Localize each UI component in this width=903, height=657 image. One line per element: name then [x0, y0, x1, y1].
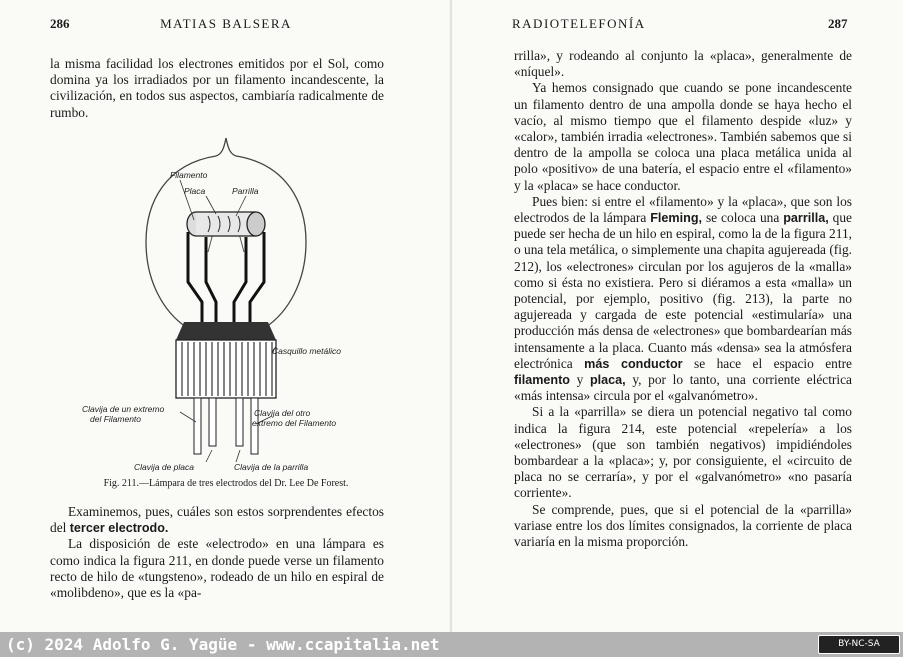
- right-page-number: 287: [828, 16, 848, 31]
- label-clavija-parrilla: Clavija de la parrilla: [234, 462, 309, 472]
- copyright-credit: (c) 2024 Adolfo G. Yagüe - www.ccapitalia.net: [6, 635, 440, 654]
- right-paragraph-5: Se comprende, pues, que si el potencial de la «parrilla» variase entre los dos límites consignados, la corriente de placa variaría en la misma proporción.: [514, 501, 852, 550]
- label-casquillo-metalico: Casquillo metálico: [272, 346, 341, 356]
- label-clavija-placa: Clavija de placa: [134, 462, 195, 472]
- vacuum-tube-figure: [76, 132, 376, 478]
- left-paragraph-3: La disposición de este «electrodo» en una lámpara es como indica la figura 211, en donde puede verse un filamento recto de hilo de «tungsteno», rodeado de un hilo en espiral de «molibdeno», que es la «pa-: [50, 536, 384, 601]
- right-paragraph-3: Pues bien: si entre el «filamento» y la «placa», que son los electrodos de la lámpara Fleming, se coloca una parrilla, que puede ser hecha de un hilo en espiral, como la de la figura 211, o una tela metálica, o simplemente una chapita agujereada (fig. 212), los «electrones» circulan por los agujeros de la «malla» como si ésta no existiera. Pero si diéramos a esta «malla» un potencial, por ejemplo, positivo (fig. 213), la parte no agujereada y cargada de este potencial «estimularía» una producción más densa de «electrones» que bombardearían más intensamente a la placa. Cuanto más «densa» sea la atmósfera electrónica más conductor se hace el espacio entre filamento y placa, y, por lo tanto, una corriente eléctrica «más intensa» circula por el «galvanómetro».: [514, 193, 853, 404]
- left-paragraph-1: la misma facilidad los electrones emitidos por el Sol, como domina ya los irradiados por un filamento incandescente, la civilización, en todos sus aspectos, cambiaría radicalmente de rumbo.: [50, 56, 384, 120]
- left-running-header: MATIAS BALSERA: [160, 16, 292, 31]
- label-clavija-filamento-2b: extremo del Filamento: [252, 418, 337, 428]
- right-paragraph-2: Ya hemos consignado que cuando se pone incandescente un filamento dentro de una ampolla donde se haya hecho el vacío, al mismo tiempo que el filamento despide «luz» y «calor», también irradia «electrones». También sabemos que si dentro de la ampolla se coloca una placa metálica unida al polo «positivo» de una batería, el espacio entre el «filamento» y la «placa» se hace conductor.: [514, 80, 852, 193]
- right-paragraph-4: Si a la «parrilla» se diera un potencial negativo tal como indica la figura 214, este potencial «repelería» a los «electrones» (que son también negativos) impidiéndoles bombardear a la «placa»; y, por consiguiente, el «circuito de placa no se cerraría», y por el «galvanómetro» «no pasaría corriente».: [514, 404, 852, 501]
- label-placa: Placa: [184, 186, 206, 196]
- cc-license-badge[interactable]: BY-NC-SA: [818, 635, 900, 654]
- right-text-block: [514, 48, 852, 550]
- left-page-number: 286: [50, 16, 70, 31]
- footer-bar: [0, 632, 903, 657]
- right-running-header: RADIOTELEFONÍA: [512, 16, 646, 31]
- figure-caption: Fig. 211.—Lámpara de tres electrodos del Dr. Lee De Forest.: [103, 478, 349, 489]
- label-parrilla: Parrilla: [232, 186, 259, 196]
- label-clavija-filamento-2a: Clavija del otro: [254, 408, 311, 418]
- label-clavija-filamento-1b: del Filamento: [90, 414, 142, 424]
- left-page: [0, 0, 452, 632]
- label-filamento: Filamento: [170, 170, 208, 180]
- right-paragraph-1: rrilla», y rodeando al conjunto la «placa», generalmente de «níquel».: [514, 48, 852, 80]
- right-page: [452, 0, 903, 632]
- label-clavija-filamento-1a: Clavija de un extremo: [82, 404, 165, 414]
- left-paragraph-2: Examinemos, pues, cuáles son estos sorprendentes efectos del tercer electrodo. La disposición de este «electrodo» en una lámpara es como indica la figura 211, en donde puede verse un filamento recto de hilo de «tungsteno», rodeado de un hilo en espiral de «molibdeno», que es la «pa-: [50, 504, 384, 601]
